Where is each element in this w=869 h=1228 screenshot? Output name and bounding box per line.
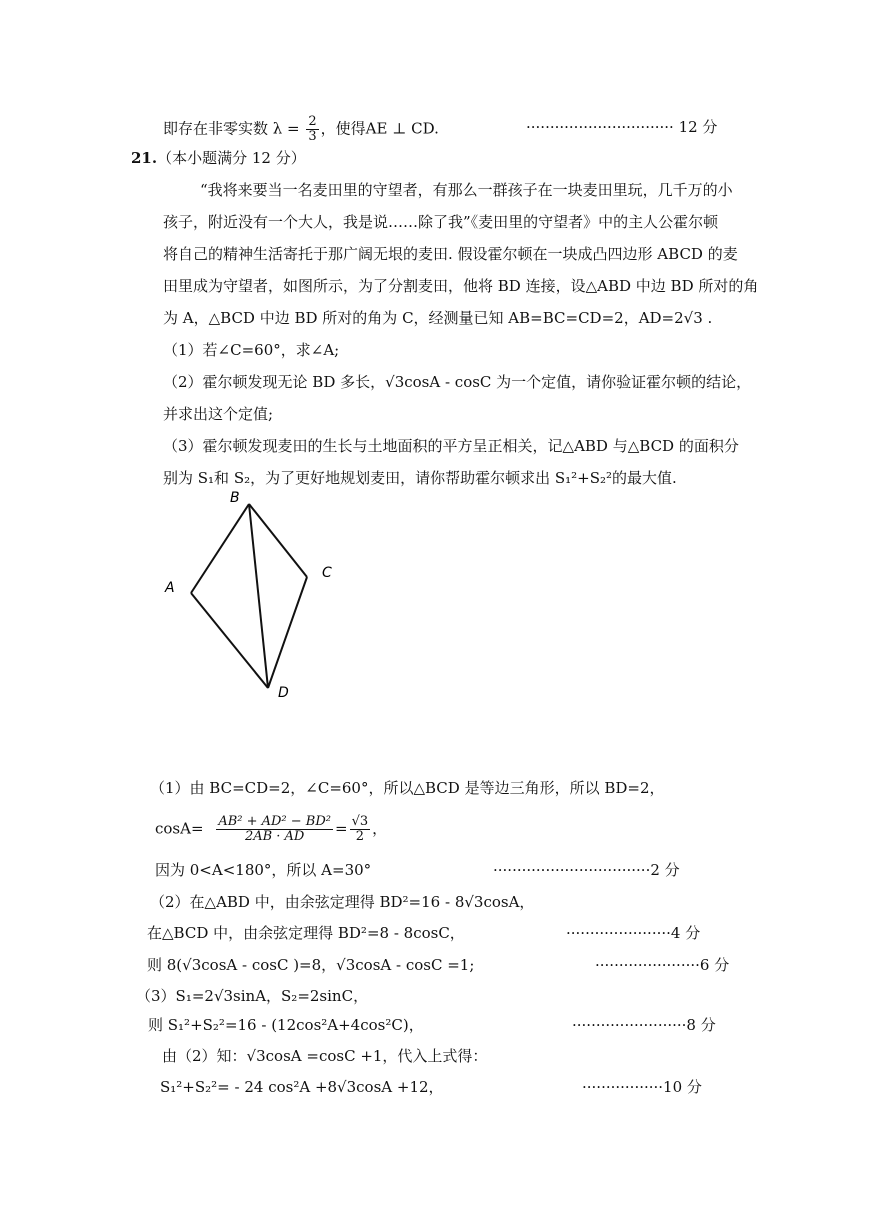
solution-step-8: 则 S₁²+S₂²=16 - (12cos²A+4cos²C)， xyxy=(148,1016,424,1034)
vertex-label-b: B xyxy=(230,490,240,506)
cosine-suffix: ， xyxy=(372,819,388,838)
score-10: ·················10 分 xyxy=(582,1078,702,1096)
solution-step-1: （1）由 BC=CD=2，∠C=60°，所以△BCD 是等边三角形，所以 BD=2， xyxy=(150,779,665,797)
solution-step-4: （2）在△ABD 中，由余弦定理得 BD²=16 - 8√3cosA， xyxy=(150,893,535,911)
edge-cd xyxy=(268,577,307,688)
score-8: ························8 分 xyxy=(572,1016,716,1034)
sub-question-3-cont: 别为 S₁和 S₂，为了更好地规划麦田，请你帮助霍尔顿求出 S₁²+S₂²的最大值. xyxy=(163,469,677,487)
score-6: ······················6 分 xyxy=(595,956,730,974)
lambda-numerator: 2 xyxy=(308,114,317,129)
problem-line-2: 孩子，附近没有一个大人，我是说……除了我”《麦田里的守望者》中的主人公霍尔顿 xyxy=(163,213,719,231)
equals-sign: = xyxy=(335,819,348,838)
problem-number xyxy=(131,148,306,168)
lambda-denominator: 3 xyxy=(308,129,317,144)
edge-bc xyxy=(249,504,307,577)
solution-step-10: S₁²+S₂²= - 24 cos²A +8√3cosA +12， xyxy=(160,1078,444,1096)
conclusion-line xyxy=(163,115,439,144)
result-denominator: 2 xyxy=(355,829,364,844)
cos-a-label: cosA= xyxy=(155,819,204,838)
solution-step-9: 由（2）知：√3cosA =cosC +1，代入上式得： xyxy=(162,1047,488,1065)
solution-step-3: 因为 0<A<180°，所以 A=30° xyxy=(155,861,372,879)
sub-question-1: （1）若∠C=60°，求∠A; xyxy=(163,341,340,359)
solution-step-5: 在△BCD 中，由余弦定理得 BD²=8 - 8cosC， xyxy=(147,924,465,942)
solution-step-7: （3）S₁=2√3sinA，S₂=2sinC， xyxy=(136,987,369,1005)
problem-line-3: 将自己的精神生活寄托于那广阔无垠的麦田. 假设霍尔顿在一块成凸四边形 ABCD 的麦 xyxy=(163,245,738,263)
vertex-label-d: D xyxy=(278,685,289,701)
score-12: ······························· 12 分 xyxy=(526,118,718,136)
conclusion-suffix: ，使得AE ⊥ CD. xyxy=(320,119,439,138)
score-2: ·································2 分 xyxy=(493,861,680,879)
edge-ab xyxy=(191,504,249,593)
vertex-label-a: A xyxy=(165,580,175,596)
problem-header: （本小题满分 12 分） xyxy=(157,149,306,167)
problem-line-1: “我将来要当一名麦田里的守望者，有那么一群孩子在一块麦田里玩，几千万的小 xyxy=(200,181,733,199)
solution-step-6: 则 8(√3cosA - cosC )=8，√3cosA - cosC =1; xyxy=(147,956,475,974)
lambda-fraction xyxy=(306,115,318,144)
cosine-formula xyxy=(155,815,387,844)
cosine-fraction xyxy=(216,815,333,844)
result-fraction xyxy=(350,815,371,844)
diagonal-bd xyxy=(249,504,268,688)
problem-line-4: 田里成为守望者，如图所示，为了分割麦田，他将 BD 连接，设△ABD 中边 BD 所对的角 xyxy=(163,277,759,295)
score-4: ······················4 分 xyxy=(566,924,701,942)
result-numerator: √3 xyxy=(351,814,369,829)
problem-line-5: 为 A，△BCD 中边 BD 所对的角为 C，经测量已知 AB=BC=CD=2，AD=2√3 . xyxy=(163,309,713,327)
sub-question-2-cont: 并求出这个定值; xyxy=(163,405,274,423)
problem-number-text: 21. xyxy=(131,149,158,167)
quadrilateral-figure xyxy=(150,480,360,710)
edge-ad xyxy=(191,593,268,688)
cosine-numerator: AB² + AD² − BD² xyxy=(218,814,331,829)
vertex-label-c: C xyxy=(322,565,332,581)
cosine-denominator: 2AB · AD xyxy=(244,829,305,844)
sub-question-3: （3）霍尔顿发现麦田的生长与土地面积的平方呈正相关，记△ABD 与△BCD 的面积分 xyxy=(163,437,739,455)
sub-question-2: （2）霍尔顿发现无论 BD 多长，√3cosA - cosC 为一个定值，请你验证霍尔顿的结论， xyxy=(163,373,752,391)
conclusion-prefix: 即存在非零实数 λ = xyxy=(163,119,305,138)
